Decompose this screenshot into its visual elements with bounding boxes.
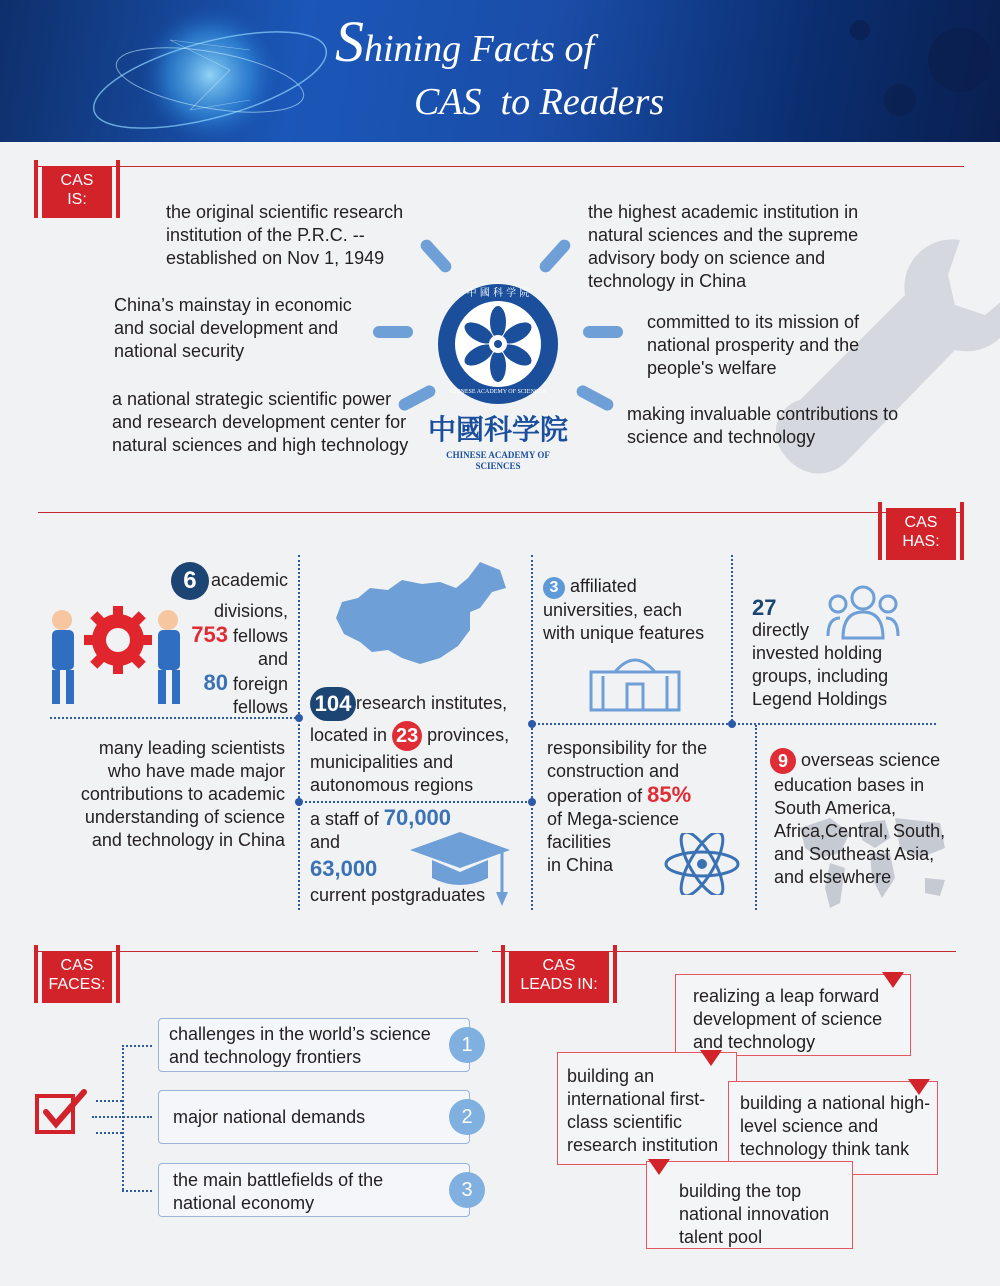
leads-item-1-marker	[882, 972, 904, 988]
universities-t3: with unique features	[543, 623, 705, 643]
faces-connector-4	[122, 1190, 152, 1192]
provinces-num: 23	[392, 721, 422, 751]
institutes-t2: located in	[310, 724, 388, 745]
divisions-and: and	[257, 649, 288, 669]
mega-t4: of Mega-science	[547, 809, 680, 829]
leads-item-4-text: building the top national innovation talent pool	[679, 1181, 830, 1247]
seal-top-text: 中 國 科 学 院	[466, 288, 530, 299]
overseas-num: 9	[770, 748, 796, 774]
institutes-block	[310, 687, 530, 797]
holding-t3: groups, including	[752, 666, 889, 686]
tag-cas-faces	[42, 951, 112, 1003]
overseas-block	[770, 748, 970, 889]
leads-item-3-marker	[908, 1079, 930, 1095]
universities-t2: universities, each	[543, 600, 683, 620]
grid-hline-3	[300, 801, 531, 803]
universities-block	[543, 575, 733, 645]
logo-chinese: 中國科学院	[428, 413, 569, 446]
fellows-num: 753	[191, 622, 228, 647]
mega-t5: facilities	[547, 832, 612, 852]
graduation-cap-icon	[410, 832, 510, 908]
holding-t2: invested holding	[752, 643, 883, 663]
overseas-t3: South America,	[774, 798, 897, 818]
faces-item-1-num: 1	[449, 1027, 485, 1063]
ray-3	[373, 326, 413, 338]
faces-item-1	[158, 1018, 473, 1072]
fellows-label: fellows	[232, 626, 288, 646]
faces-item-2	[158, 1090, 473, 1144]
grid-node-4	[295, 798, 303, 806]
grid-vline-1	[298, 555, 300, 910]
divider-has	[38, 512, 964, 513]
leads-item-2-text: building an international first-class scientific research institution	[567, 1066, 719, 1155]
leads-item-2	[557, 1052, 737, 1165]
china-map-icon	[330, 558, 510, 670]
is-item-6: making invaluable contributions to science and technology	[627, 404, 899, 447]
leads-item-1-text: realizing a leap forward development of science and technology	[693, 986, 883, 1052]
logo-english: CHINESE ACADEMY OF SCIENCES	[446, 450, 550, 471]
faces-connector-5	[96, 1132, 122, 1134]
holding-t4: Legend Holdings	[752, 689, 888, 709]
universities-num: 3	[543, 577, 565, 599]
postgrad-num: 63,000	[310, 856, 378, 881]
faces-item-3	[158, 1163, 473, 1217]
faces-connector-1	[96, 1100, 122, 1102]
tag-cas-faces-label: CAS FACES:	[48, 957, 106, 993]
cas-logo	[436, 282, 560, 406]
leads-item-3-text: building a national high-level science and technology think tank	[740, 1093, 931, 1159]
atom-icon	[662, 833, 742, 895]
ray-6	[575, 383, 616, 412]
mega-t2: construction and	[547, 761, 680, 781]
title-line-2: CAS to Readers	[414, 81, 665, 123]
grid-node-3	[728, 720, 736, 728]
grid-node-5	[528, 798, 536, 806]
header-banner	[0, 0, 1000, 142]
tag-cas-has-label: CAS HAS:	[902, 514, 940, 550]
checkbox-icon	[34, 1086, 90, 1138]
mega-t1: responsibility for the	[547, 738, 708, 758]
staff-t2: and	[310, 832, 341, 852]
mega-t6: in China	[547, 855, 614, 875]
overseas-t1: overseas science	[801, 749, 941, 770]
institutes-t3: provinces,	[427, 724, 510, 745]
leads-item-1	[675, 974, 911, 1056]
ray-4	[583, 326, 623, 338]
foreign-num: 80	[203, 670, 228, 695]
staff-num: 70,000	[383, 805, 452, 830]
faces-connector-3	[92, 1116, 152, 1118]
overseas-t4: Africa,Central, South,	[774, 821, 946, 841]
faces-item-3-num: 3	[449, 1172, 485, 1208]
tag-cas-leads	[509, 951, 609, 1003]
institutes-t4: municipalities and	[310, 752, 454, 772]
overseas-t6: and elsewhere	[774, 867, 892, 887]
leads-item-4-marker	[648, 1159, 670, 1175]
faces-item-3-text: the main battlefields of the national economy	[173, 1170, 384, 1213]
faces-item-1-text: challenges in the world’s science and technology frontiers	[169, 1024, 431, 1067]
is-item-4: committed to its mission of national prosperity and the people's welfare	[647, 312, 860, 378]
is-item-5: a national strategic scientific power and research development center for natural sciences and high technology	[112, 389, 409, 455]
divisions-block	[160, 562, 288, 719]
faces-connector-2	[122, 1045, 152, 1047]
overseas-t5: and Southeast Asia,	[774, 844, 935, 864]
foreign-label: foreign	[232, 674, 288, 694]
holding-t1: directly	[752, 620, 810, 640]
faces-item-2-num: 2	[449, 1099, 485, 1135]
foreign-label-2: fellows	[232, 697, 288, 717]
leads-item-4	[646, 1161, 853, 1249]
grid-vline-2	[531, 555, 533, 910]
divisions-num: 6	[171, 562, 209, 600]
tag-cas-has	[886, 508, 956, 560]
institutes-num: 104	[310, 687, 356, 721]
university-building-icon	[585, 648, 685, 714]
ray-2	[537, 237, 573, 275]
faces-item-2-text: major national demands	[173, 1107, 366, 1127]
title-line-1: hining Facts of	[364, 28, 595, 70]
tag-cas-is-label: CAS IS:	[60, 172, 94, 208]
divider-is	[38, 166, 964, 167]
overseas-t2: education bases in	[774, 775, 925, 795]
mega-t3: operation of	[547, 786, 643, 806]
is-item-3: China’s mainstay in economic and social development and national security	[114, 295, 352, 361]
mega-pct: 85%	[647, 782, 692, 807]
tag-cas-leads-label: CAS LEADS IN:	[520, 957, 598, 993]
universities-t1: affiliated	[570, 576, 637, 596]
holding-num: 27	[752, 595, 777, 620]
divisions-t2: divisions,	[213, 601, 288, 621]
is-item-1: the original scientific research institution of the P.R.C. -- established on Nov 1, 1949	[166, 202, 404, 268]
grid-vline-3	[755, 725, 757, 910]
is-item-2: the highest academic institution in natural sciences and the supreme advisory body on science and technology in China	[588, 202, 859, 291]
group-people-icon	[826, 584, 900, 642]
divisions-t1: academic	[210, 569, 288, 590]
leads-item-2-marker	[700, 1050, 722, 1066]
institutes-t1: research institutes,	[356, 692, 508, 713]
staff-t1: a staff of	[310, 809, 379, 829]
institutes-t5: autonomous regions	[310, 775, 474, 795]
scientists-text: many leading scientists who have made major contributions to academic understanding of science and technology in China	[80, 738, 285, 850]
title-initial: S	[335, 9, 364, 74]
grid-node-1	[295, 714, 303, 722]
seal-ring-text: CHINESE ACADEMY OF SCIENCES	[450, 389, 546, 395]
tag-cas-is	[42, 166, 112, 218]
staff-t3: current postgraduates	[310, 885, 486, 905]
